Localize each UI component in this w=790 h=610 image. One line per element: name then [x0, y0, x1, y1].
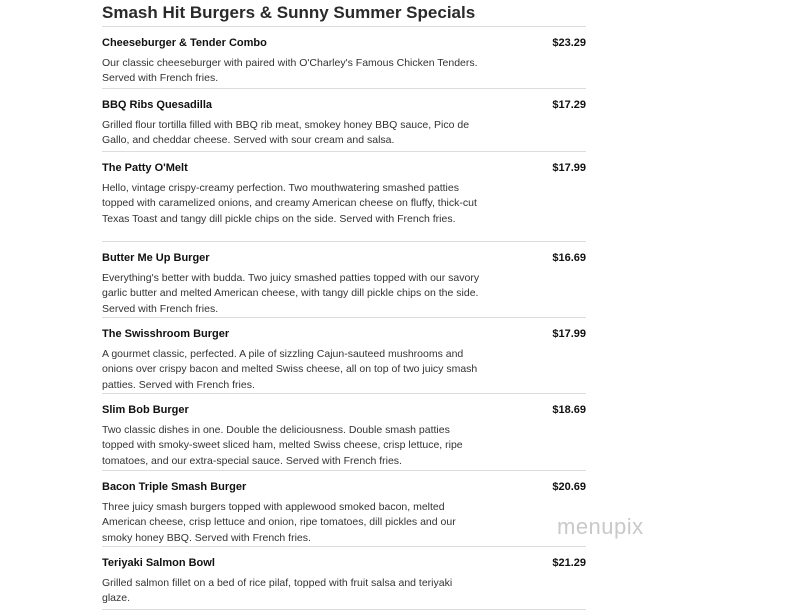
menu-item-header: [102, 327, 586, 343]
menu-item-description: Hello, vintage crispy-creamy perfection. Two mouthwatering smashed patties topped with caramelized onions, and creamy American cheese on fluffy, thick-cut Texas Toast and tangy dill pickle chips on the side. Served with French fries.: [102, 182, 477, 225]
menu-item-description: Grilled salmon fillet on a bed of rice pilaf, topped with fruit salsa and teriyaki glaze.: [102, 577, 453, 605]
menu-item-description: A gourmet classic, perfected. A pile of sizzling Cajun-sauteed mushrooms and onions over crispy bacon and melted Swiss cheese, all on top of two juicy smash patties. Served with French fries.: [102, 348, 478, 391]
menu-item-description: Everything's better with budda. Two juicy smashed patties topped with our savory garlic butter and melted American cheese, with tangy dill pickle chips on the side. Served with French fries.: [102, 272, 480, 315]
menu-item-price: $17.29: [552, 99, 586, 111]
menu-item-description: Two classic dishes in one. Double the deliciousness. Double smash patties topped with smoky-sweet sliced ham, melted Swiss cheese, crisp lettuce, ripe tomatoes, and our extra-special sauce. Served with French fries.: [102, 424, 463, 467]
menu-item[interactable]: [102, 471, 586, 547]
menu-item-price: $16.69: [552, 252, 586, 264]
menu-item[interactable]: [102, 394, 586, 471]
menu-item[interactable]: [102, 89, 586, 152]
menu-item[interactable]: [102, 242, 586, 318]
menu-item-name: Cheeseburger & Tender Combo: [102, 37, 267, 49]
menu-item-header: [102, 251, 586, 267]
menu-item-name: Bacon Triple Smash Burger: [102, 481, 247, 493]
menu-item-header: [102, 480, 586, 496]
menu-item-name: The Patty O'Melt: [102, 162, 188, 174]
menu-item-price: $23.29: [552, 37, 586, 49]
menu-item-name: Teriyaki Salmon Bowl: [102, 557, 215, 569]
menu-item-description: Three juicy smash burgers topped with applewood smoked bacon, melted American cheese, crisp lettuce and onion, ripe tomatoes, dill pickles and our smoky honey BBQ. Served with French fries.: [102, 501, 456, 544]
menu-section-title: Smash Hit Burgers & Sunny Summer Specials: [102, 0, 586, 27]
menu-item-header: [102, 36, 586, 52]
menu-item[interactable]: [102, 27, 586, 89]
menu-item-name: The Swisshroom Burger: [102, 328, 230, 340]
menu-item-price: $17.99: [552, 328, 586, 340]
menu-item-header: [102, 161, 586, 177]
menu-item[interactable]: [102, 152, 586, 242]
menu-item-header: [102, 98, 586, 114]
menu-item[interactable]: [102, 547, 586, 610]
menu-item-description: Our classic cheeseburger with paired with O'Charley's Famous Chicken Tenders. Served with French fries.: [102, 57, 478, 85]
menu-item-name: Slim Bob Burger: [102, 404, 189, 416]
menu-item-price: $17.99: [552, 162, 586, 174]
menu-item-price: $18.69: [552, 404, 586, 416]
menu-item-header: [102, 403, 586, 419]
menu-item-header: [102, 556, 586, 572]
menu-item-name: BBQ Ribs Quesadilla: [102, 99, 213, 111]
menu-item-description: Grilled flour tortilla filled with BBQ rib meat, smokey honey BBQ sauce, Pico de Gallo, and cheddar cheese. Served with sour cream and salsa.: [102, 119, 470, 147]
menu-section: [102, 0, 586, 610]
menu-item-price: $21.29: [552, 557, 586, 569]
menu-item[interactable]: [102, 318, 586, 394]
menu-item-price: $20.69: [552, 481, 586, 493]
menupix-watermark: menupix: [557, 514, 644, 539]
menu-item-name: Butter Me Up Burger: [102, 252, 210, 264]
